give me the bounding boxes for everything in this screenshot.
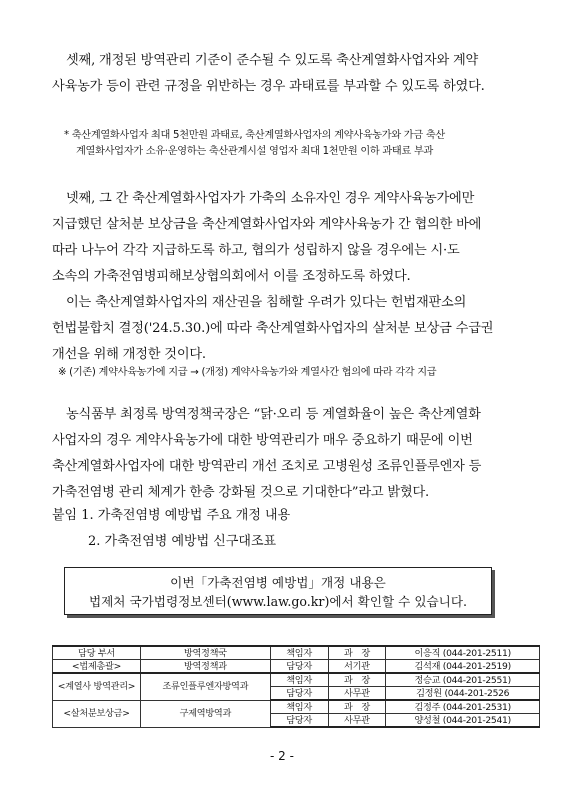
table-cell: 담당자 [270,714,328,728]
text-line: 따라 나누어 각각 지급하도록 하고, 협의가 성립하지 않을 경우에는 시·도 [52,243,460,258]
attachment-item: 2. 가축전염병 예방법 신구대조표 [88,534,277,549]
paragraph-fourth [52,186,522,290]
text-line: 사업자의 경우 계약사육농가에 대한 방역관리가 매우 중요하기 때문에 이번 [52,433,473,448]
table-cell: 서기관 [328,660,386,674]
table-cell: 김석재 (044-201-2519) [386,660,540,674]
table-cell: 책임자 [270,700,328,714]
table-cell: <살처분보상금> [53,700,141,727]
paragraph-quote [52,402,522,506]
table-cell: 사무관 [328,714,386,728]
text-line: 축산계열화사업자에 대한 방역관리 개선 조치로 고병원성 조류인플루엔자 등 [52,459,482,474]
table-cell: 정승교 (044-201-2551) [386,673,540,687]
table-row [53,660,540,674]
table-cell: 방역정책과 [140,660,270,674]
note-line: ※ (기존) 계약사육농가에 지급 → (개정) 계약사육농가와 계열사간 협의에 따라 각각 지급 [58,367,437,378]
table-cell: <법제총괄> [53,660,141,674]
text-line: 가축전염병 관리 체계가 한층 강화될 것으로 기대한다”라고 밝혔다. [52,485,430,500]
table-row [53,700,540,714]
table-cell: 조류인플루엔자방역과 [140,673,270,700]
paragraph-constitutional [52,290,522,368]
text-line: 셋째, 개정된 방역관리 기준이 준수될 수 있도록 축산계열화사업자와 계약 [66,53,479,68]
table-cell: 이응직 (044-201-2511) [386,646,540,660]
text-line: 이는 축산계열화사업자의 재산권을 침해할 우려가 있다는 헌법재판소의 [66,295,467,310]
footnote-penalty [64,128,524,160]
table-cell: 담당자 [270,660,328,674]
note-line: 계열화사업자가 소유·운영하는 축산관계시설 영업자 최대 1천만원 이하 과태료 부과 [76,146,434,157]
table-cell: 구제역방역과 [140,700,270,727]
text-line: 사육농가 등이 관련 규정을 위반하는 경우 과태료를 부과할 수 있도록 하였다. [52,79,485,94]
note-line: * 축산계열화사업자 최대 5천만원 과태료, 축산계열화사업자의 계약사육농가와 가금 축산 [64,130,445,141]
text-line: 농식품부 최정록 방역정책국장은 “닭·오리 등 계열화율이 높은 축산계열화 [66,407,481,422]
notice-box [64,567,492,615]
attachment-item: 붙임 1. 가축전염병 예방법 주요 개정 내용 [52,508,291,523]
note-change [58,365,518,381]
page-number: - 2 - [270,749,294,763]
text-line: 소속의 가축전염병피해보상협의회에서 이를 조정하도록 하였다. [52,269,411,284]
text-line: 넷째, 그 간 축산계열화사업자가 가축의 소유자인 경우 계약사육농가에만 [66,191,475,206]
table-cell: 사무관 [328,687,386,701]
text-line: 헌법불합치 결정('24.5.30.)에 따라 축산계열화사업자의 살처분 보상금 수급권 [52,321,494,336]
table-row [53,673,540,687]
table-cell: <계열사 방역관리> [53,673,141,700]
table-cell: 과 장 [328,700,386,714]
attachments-list [52,503,290,555]
table-cell: 과 장 [328,673,386,687]
table-row [53,646,540,660]
table-cell: 김정주 (044-201-2531) [386,700,540,714]
table-cell: 과 장 [328,646,386,660]
notice-line: 이번「가축전염병 예방법」개정 내용은 [170,575,386,590]
table-cell: 책임자 [270,646,328,660]
table-cell: 담당자 [270,687,328,701]
paragraph-third [52,48,522,100]
text-line: 지급했던 살처분 보상금을 축산계열화사업자와 계약사육농가 간 협의한 바에 [52,217,482,232]
table-cell: 담당 부서 [53,646,141,660]
table-cell: 책임자 [270,673,328,687]
notice-line: 법제처 국가법령정보센터(www.law.go.kr)에서 확인할 수 있습니다. [88,594,468,609]
text-line: 개선을 위해 개정한 것이다. [52,347,206,362]
table-cell: 양성철 (044-201-2541) [386,714,540,728]
table-cell: 방역정책국 [140,646,270,660]
table-cell: 김정원 (044-201-2526 [386,687,540,701]
contacts-table [52,645,540,728]
